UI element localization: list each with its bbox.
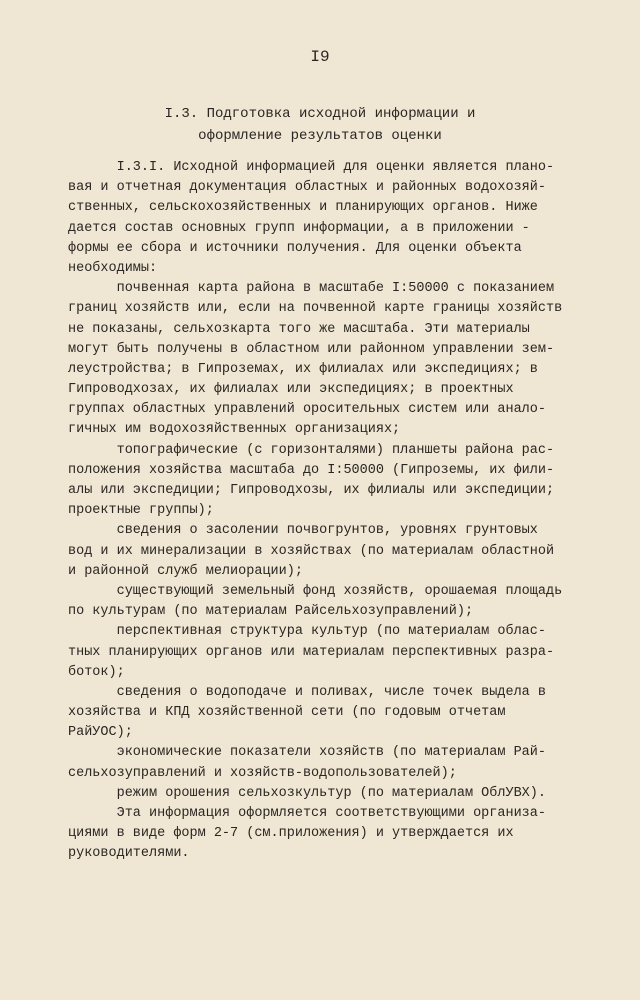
text-line: сельхозуправлений и хозяйств-водопользователей); — [68, 765, 457, 781]
text-line: могут быть получены в областном или районном управлении зем- — [68, 341, 555, 357]
text-line: алы или экспедиции; Гипроводхозы, их филиалы или экспедиции; — [68, 483, 555, 498]
text-line: вая и отчетная документация областных и районных водохозяй- — [68, 180, 546, 196]
text-line: режим орошения сельхозкультур (по материалам ОблУВХ). — [68, 785, 546, 801]
text-line: Эта информация оформляется соответствующими организа- — [68, 806, 546, 821]
text-line: границ хозяйств или, если на почвенной карте границы хозяйств — [68, 301, 563, 317]
text-line: необходимы: — [68, 260, 158, 276]
text-line: дается состав основных групп информации, а в приложении - — [68, 220, 530, 236]
text-line: леустройства; в Гипроземах, их филиалах или экспедициях; в — [68, 361, 538, 377]
text-line: топографические (с горизонталями) планшеты района рас- — [68, 442, 555, 458]
text-line: формы ее сбора и источники получения. Для оценки объекта — [68, 240, 522, 256]
text-line: перспективная структура культур (по материалам облас- — [68, 624, 546, 640]
text-line: группах областных управлений оросительных систем или анало- — [68, 402, 546, 418]
text-line: сведения о водоподаче и поливах, числе точек выдела в — [68, 684, 546, 700]
section-heading — [0, 103, 640, 147]
section-heading-line-2: оформление результатов оценки — [198, 128, 442, 144]
section-heading-line-1: I.3. Подготовка исходной информации и — [164, 106, 476, 122]
text-line: Гипроводхозах, их филиалах или экспедициях; в проектных — [68, 382, 514, 398]
text-line: проектные группы); — [68, 503, 214, 519]
text-line: хозяйства и КПД хозяйственной сети (по годовым отчетам — [68, 705, 506, 721]
text-line: тных планирующих органов или материалам перспективных разра- — [68, 644, 555, 660]
text-line: гичных им водохозяйственных организациях; — [68, 422, 401, 438]
text-line: ственных, сельскохозяйственных и планирующих органов. Ниже — [68, 200, 538, 216]
text-line: по культурам (по материалам Райсельхозуправлений); — [68, 604, 474, 620]
text-line: руководителями. — [68, 846, 190, 862]
text-line: экономические показатели хозяйств (по материалам Рай- — [68, 745, 546, 761]
text-line: циями в виде форм 2-7 (см.приложения) и утверждается их — [68, 826, 514, 842]
text-line: I.3.I. Исходной информацией для оценки является плано- — [68, 160, 555, 175]
text-line: положения хозяйства масштаба до I:50000 (Гипроземы, их фили- — [68, 462, 555, 478]
body-text — [68, 158, 568, 865]
page-number: I9 — [310, 48, 330, 66]
text-line: существующий земельный фонд хозяйств, орошаемая площадь — [68, 583, 563, 599]
text-line: не показаны, сельхозкарта того же масштаба. Эти материалы — [68, 321, 530, 337]
text-line: вод и их минерализации в хозяйствах (по материалам областной — [68, 543, 555, 559]
text-line: сведения о засолении почвогрунтов, уровнях грунтовых — [68, 523, 538, 539]
text-line: почвенная карта района в масштабе I:50000 с показанием — [68, 281, 555, 297]
text-line: РайУОС); — [68, 725, 133, 741]
text-line: боток); — [68, 664, 125, 680]
text-line: и районной служб мелиорации); — [68, 563, 303, 579]
